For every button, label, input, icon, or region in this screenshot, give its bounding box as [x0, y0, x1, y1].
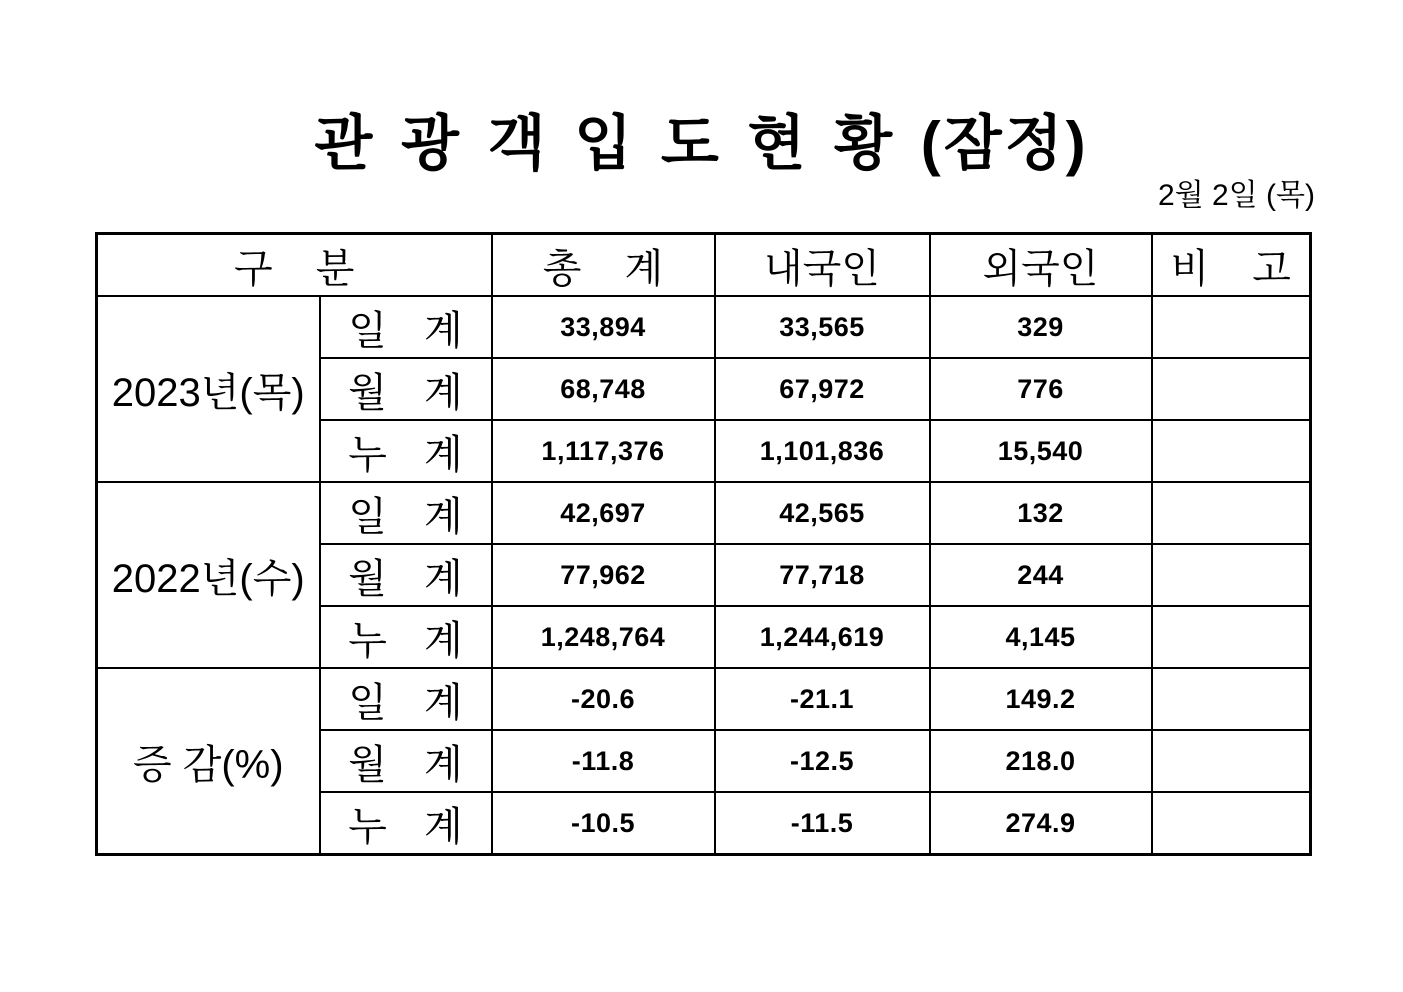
- note-cell: [1152, 482, 1311, 544]
- note-cell: [1152, 668, 1311, 730]
- note-cell: [1152, 544, 1311, 606]
- value-total: 42,697: [492, 482, 715, 544]
- tourist-arrival-table: [95, 232, 1312, 856]
- value-total: 1,248,764: [492, 606, 715, 668]
- value-domestic: 42,565: [715, 482, 930, 544]
- page-title: 관 광 객 입 도 현 황 (잠정): [314, 110, 1089, 177]
- value-foreign: 776: [930, 358, 1152, 420]
- value-domestic: -11.5: [715, 792, 930, 855]
- row-label: 일 계: [320, 482, 492, 544]
- value-domestic: 33,565: [715, 296, 930, 358]
- value-total: 1,117,376: [492, 420, 715, 482]
- group-label-2023: 2023년(목): [97, 296, 320, 482]
- value-total: -11.8: [492, 730, 715, 792]
- row-label: 누 계: [320, 606, 492, 668]
- value-foreign: 329: [930, 296, 1152, 358]
- row-label: 월 계: [320, 730, 492, 792]
- row-label: 월 계: [320, 358, 492, 420]
- value-foreign: 274.9: [930, 792, 1152, 855]
- row-label: 누 계: [320, 792, 492, 855]
- value-foreign: 149.2: [930, 668, 1152, 730]
- note-cell: [1152, 296, 1311, 358]
- group-label-change: 증 감(%): [97, 668, 320, 855]
- value-domestic: -12.5: [715, 730, 930, 792]
- row-label: 일 계: [320, 296, 492, 358]
- value-domestic: 1,244,619: [715, 606, 930, 668]
- note-cell: [1152, 730, 1311, 792]
- header-total: 총 계: [492, 234, 715, 297]
- header-note: 비 고: [1152, 234, 1311, 297]
- table-row: [97, 668, 1311, 730]
- value-foreign: 15,540: [930, 420, 1152, 482]
- note-cell: [1152, 792, 1311, 855]
- value-domestic: 1,101,836: [715, 420, 930, 482]
- value-foreign: 132: [930, 482, 1152, 544]
- value-domestic: -21.1: [715, 668, 930, 730]
- value-foreign: 4,145: [930, 606, 1152, 668]
- value-total: 68,748: [492, 358, 715, 420]
- value-total: -10.5: [492, 792, 715, 855]
- value-domestic: 77,718: [715, 544, 930, 606]
- value-total: 77,962: [492, 544, 715, 606]
- group-label-2022: 2022년(수): [97, 482, 320, 668]
- header-domestic: 내국인: [715, 234, 930, 297]
- value-total: 33,894: [492, 296, 715, 358]
- table-row: [97, 482, 1311, 544]
- table-row: [97, 296, 1311, 358]
- row-label: 월 계: [320, 544, 492, 606]
- header-foreign: 외국인: [930, 234, 1152, 297]
- value-foreign: 218.0: [930, 730, 1152, 792]
- value-total: -20.6: [492, 668, 715, 730]
- row-label: 누 계: [320, 420, 492, 482]
- note-cell: [1152, 358, 1311, 420]
- row-label: 일 계: [320, 668, 492, 730]
- value-domestic: 67,972: [715, 358, 930, 420]
- report-date: 2월 2일 (목): [1158, 179, 1315, 212]
- header-gubun: 구 분: [97, 234, 492, 297]
- note-cell: [1152, 606, 1311, 668]
- value-foreign: 244: [930, 544, 1152, 606]
- table-header-row: [97, 234, 1311, 297]
- note-cell: [1152, 420, 1311, 482]
